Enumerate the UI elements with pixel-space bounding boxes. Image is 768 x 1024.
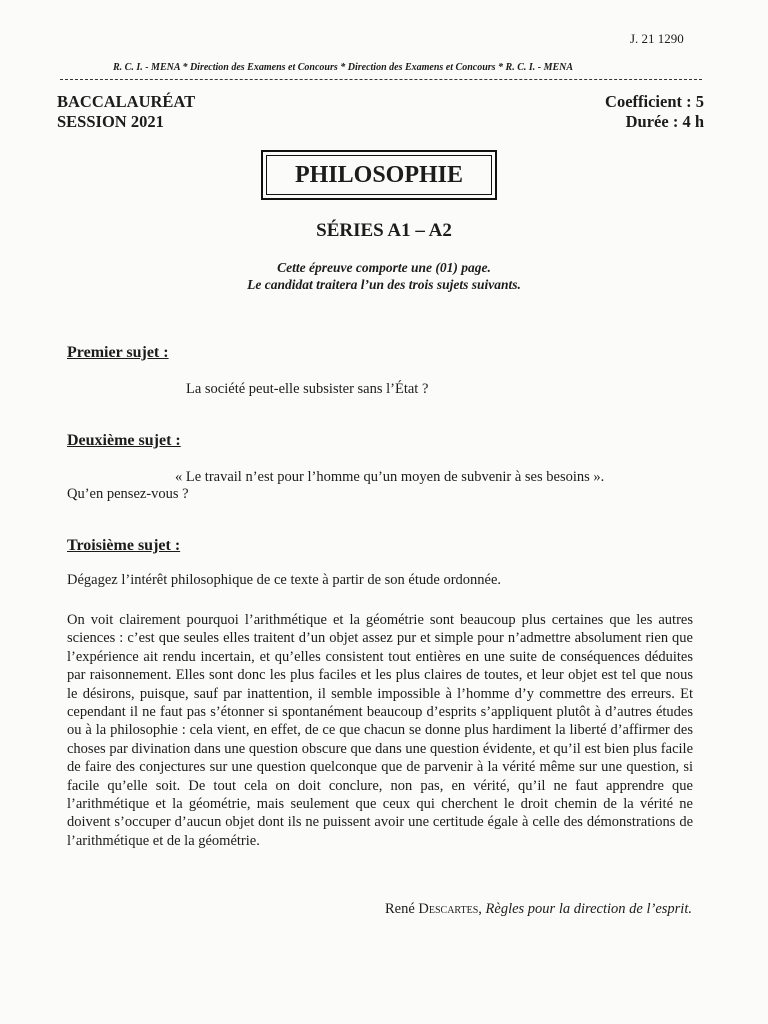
- subject-3-instruction: Dégagez l’intérêt philosophique de ce texte à partir de son étude ordonnée.: [67, 572, 502, 588]
- subject-3-heading: Troisième sujet :: [67, 537, 181, 554]
- subject-2-heading: Deuxième sujet :: [67, 432, 181, 449]
- subject-2-question: Qu’en pensez-vous ?: [67, 486, 189, 502]
- exam-coefficient: Coefficient : 5: [605, 92, 704, 111]
- subject-1-question: La société peut-elle subsister sans l’État ?: [186, 381, 429, 397]
- subject-1-heading: Premier sujet :: [67, 344, 169, 361]
- author-first-name: René: [384, 901, 415, 917]
- subject-2-quote: « Le travail n’est pour l’homme qu’un moyen de subvenir à ses besoins ».: [175, 469, 605, 485]
- dashed-divider: [60, 79, 702, 80]
- exam-series: SÉRIES A1 – A2: [316, 220, 452, 241]
- subject-title: PHILOSOPHIE: [294, 162, 464, 188]
- exam-session: SESSION 2021: [57, 112, 164, 131]
- document-reference: J. 21 1290: [630, 31, 684, 46]
- author-last-name: Descartes: [418, 901, 479, 917]
- passage-attribution: René Descartes, Règles pour la direction de l’esprit.: [384, 901, 692, 917]
- issuer-header-line: R. C. I. - MENA * Direction des Examens et Concours * Direction des Examens et Concours * R. C. I. - MENA: [113, 62, 574, 73]
- subject-3-passage: On voit clairement pourquoi l’arithmétique et la géométrie sont beaucoup plus certaines que les autres sciences : c’est que seules elles traitent d’un objet assez pur et simple pour n’admettre absolument rien que l’expérience ait rendu incertain, et qu’elles consistent tout entières en une suite de conséquences déduites par raisonnement. Elles sont donc les plus faciles et les plus claires de toutes, et leur objet est tel que nous le désirons, puisque, sauf par inattention, il semble impossible à l’homme d’y commettre des erreurs. Et cependant il ne faut pas s’étonner si spontanément beaucoup d’esprits s’appliquent plutôt à d’autres études ou à la philosophie : cela vient, en effet, de ce que chacun se donne plus hardiment la liberté d’affirmer des choses par divination dans une question obscure que dans une question évidente, et qu’il est bien plus facile de faire des conjectures sur une question quelconque que de parvenir à la vérité même sur une question, si facile qu’elle soit. De tout cela on doit conclure, non pas, en vérité, qu’il ne faut apprendre que l’arithmétique et la géométrie, mais seulement que ceux qui cherchent le droit chemin de la vérité ne doivent s’occuper d’aucun objet dont ils ne puissent avoir une certitude égale à celle des démonstrations de l’arithmétique et de la géométrie.: [67, 612, 693, 849]
- work-title: Règles pour la direction de l’esprit.: [485, 901, 692, 917]
- exam-name: BACCALAURÉAT: [57, 92, 196, 111]
- instruction-pages: Cette épreuve comporte une (01) page.: [277, 260, 491, 275]
- exam-info-right: [605, 92, 704, 132]
- instruction-choice: Le candidat traitera l’un des trois sujets suivants.: [247, 277, 521, 292]
- exam-info-left: [57, 92, 195, 132]
- exam-duration: Durée : 4 h: [625, 112, 704, 131]
